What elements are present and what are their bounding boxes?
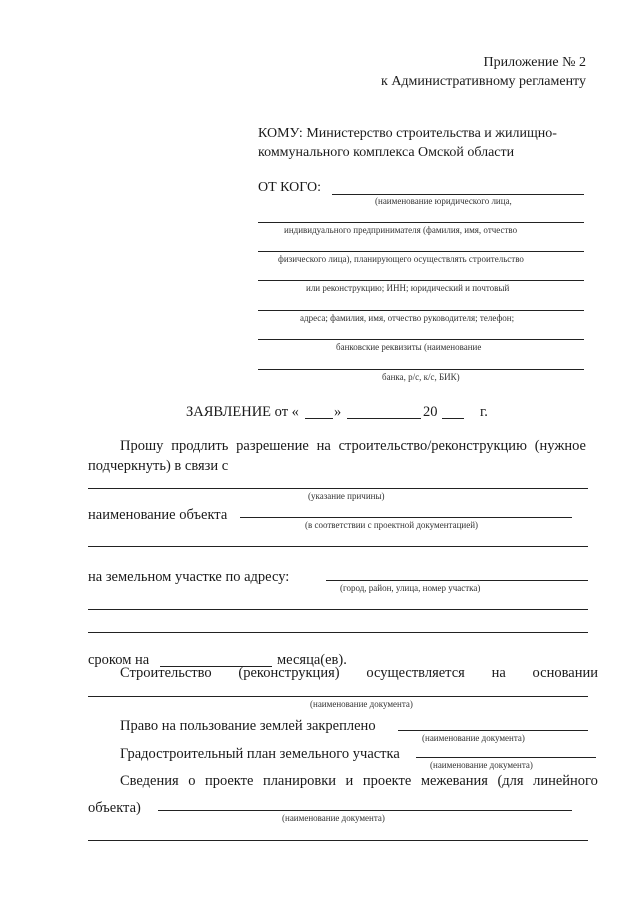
- address-label: на земельном участке по адресу:: [88, 569, 290, 585]
- project-hint: (наименование документа): [282, 813, 385, 823]
- basis-hint: (наименование документа): [310, 699, 413, 709]
- appendix-reference: к Административному регламенту: [381, 74, 586, 89]
- title-day-line: [305, 418, 333, 419]
- reason-hint: (указание причины): [308, 491, 385, 501]
- address-line: [326, 580, 588, 581]
- from-hint-5: банковские реквизиты (наименование: [336, 342, 482, 352]
- basis-line: Строительство (реконструкция) осуществляется на основании: [120, 665, 598, 681]
- project-line2: объекта): [88, 800, 141, 816]
- plan-hint: (наименование документа): [430, 760, 533, 770]
- plan-line: [416, 757, 596, 758]
- object-label: наименование объекта: [88, 507, 228, 523]
- from-line-4: [258, 310, 584, 311]
- addressee-line2: коммунального комплекса Омской области: [258, 145, 515, 160]
- document-title: ЗАЯВЛЕНИЕ от «: [186, 404, 299, 420]
- object-hint: (в соответствии с проектной документацией): [305, 520, 479, 530]
- from-hint-3: или реконструкцию; ИНН; юридический и почтовый: [306, 283, 510, 293]
- title-month-line: [347, 418, 421, 419]
- term-suffix: месяца(ев).: [277, 652, 347, 668]
- land-hint: (наименование документа): [422, 733, 525, 743]
- from-label: ОТ КОГО:: [258, 180, 322, 195]
- term-label: сроком на: [88, 652, 150, 668]
- title-year-line: [442, 418, 464, 419]
- title-year-suffix: г.: [480, 404, 488, 420]
- addressee-line1: КОМУ: Министерство строительства и жилищно-: [258, 126, 557, 141]
- from-line-1: [258, 222, 584, 223]
- from-hint-2: физического лица), планирующего осуществлять строительство: [278, 254, 524, 264]
- from-hint-6: банка, р/с, к/с, БИК): [382, 372, 460, 382]
- from-hint-0: (наименование юридического лица,: [375, 196, 512, 206]
- appendix-number: Приложение № 2: [483, 55, 586, 70]
- land-label: Право на пользование землей закреплено: [120, 718, 376, 734]
- title-close-quote: »: [334, 404, 342, 420]
- address-hint: (город, район, улица, номер участка): [340, 583, 481, 593]
- basis-doc-line: [88, 696, 588, 697]
- reason-line: [88, 488, 588, 489]
- address-line-3: [88, 632, 588, 633]
- from-hint-1: индивидуального предпринимателя (фамилия, имя, отчество: [284, 225, 518, 235]
- project-line-2: [88, 840, 588, 841]
- from-line-2: [258, 251, 584, 252]
- plan-label: Градостроительный план земельного участка: [120, 746, 400, 762]
- title-year-prefix: 20: [423, 404, 438, 420]
- object-line: [240, 517, 572, 518]
- project-line1: Сведения о проекте планировки и проекте межевания (для линейного: [120, 773, 598, 789]
- from-line-0: [332, 194, 584, 195]
- land-line: [398, 730, 588, 731]
- request-line2: подчеркнуть) в связи с: [88, 458, 229, 474]
- request-line1: Прошу продлить разрешение на строительство/реконструкцию (нужное: [120, 438, 586, 454]
- from-line-3: [258, 280, 584, 281]
- address-line-2: [88, 609, 588, 610]
- project-line: [158, 810, 572, 811]
- from-line-5: [258, 339, 584, 340]
- from-line-6: [258, 369, 584, 370]
- from-hint-4: адреса; фамилия, имя, отчество руководителя; телефон;: [300, 313, 515, 323]
- object-line-2: [88, 546, 588, 547]
